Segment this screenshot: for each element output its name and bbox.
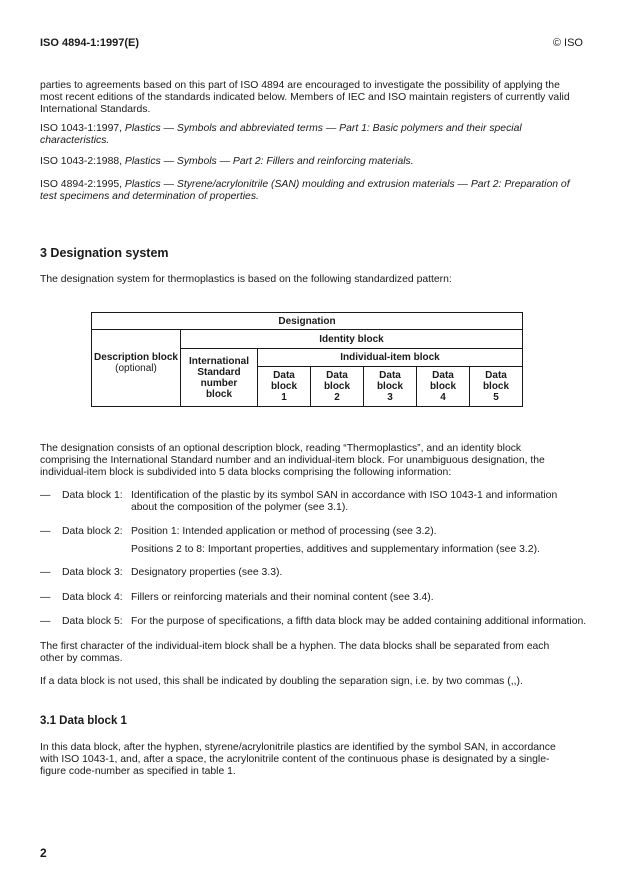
block-label: block (205, 388, 233, 400)
description-block-label: Description block (94, 352, 178, 363)
reference-number: ISO 4894-2:1995, (40, 179, 123, 190)
block-label: block (482, 381, 510, 392)
paragraph-line: with ISO 1043-1, and, after a space, the acrylonitrile content of the continuous phase is designated by a single- (40, 754, 550, 765)
data-label: Data (485, 370, 507, 381)
designation-table (91, 312, 523, 407)
commas-paragraph: If a data block is not used, this shall be indicated by doubling the separation sign, i.e. by two commas (,,). (40, 676, 523, 687)
copyright-notice: © ISO (552, 37, 583, 49)
document-id: ISO 4894-1:1997(E) (40, 37, 140, 49)
intro-line: most recent editions of the standards indicated below. Members of IEC and ISO maintain registers of currently valid (40, 92, 570, 103)
designation-header: Designation (92, 313, 523, 330)
number-label: number (200, 377, 238, 389)
paragraph-line: figure code-number as specified in table 1. (40, 766, 236, 777)
reference-title: Plastics — Styrene/acrylonitrile (SAN) moulding and extrusion materials — Part 2: Preparation of (124, 179, 570, 190)
list-dash: — (40, 567, 51, 578)
section-3-1-heading: 3.1 Data block 1 (40, 715, 127, 727)
data-label: Data (379, 370, 401, 381)
paragraph-line: individual-item block is subdivided into 5 data blocks comprising the following information: (40, 467, 452, 478)
paragraph-line: other by commas. (40, 653, 123, 664)
block-label: block (429, 381, 457, 392)
list-dash: — (40, 592, 51, 603)
data-block-2-cell (311, 367, 364, 407)
reference-number: ISO 1043-2:1988, (40, 156, 123, 167)
list-text-line: about the composition of the polymer (see 3.1). (131, 502, 349, 513)
reference-iso-4894-2 (40, 179, 574, 203)
block-number: 3 (387, 392, 393, 403)
individual-item-block-header: Individual-item block (258, 349, 523, 367)
list-dash: — (40, 526, 51, 537)
reference-title: Plastics — Symbols — Part 2: Fillers and reinforcing materials. (124, 156, 414, 167)
block-number: 1 (281, 392, 287, 403)
list-item-data-block-5 (40, 616, 587, 629)
list-text (131, 490, 574, 514)
list-text-line: Position 1: Intended application or method of processing (see 3.2). (131, 526, 437, 537)
list-text (131, 526, 574, 556)
list-dash: — (40, 616, 51, 627)
reference-number: ISO 1043-1:1997, (40, 123, 123, 134)
list-label: Data block 3: (62, 567, 123, 578)
intro-line: parties to agreements based on this part of ISO 4894 are encouraged to investigate the possibility of applying the (40, 80, 560, 91)
data-block-5-cell (470, 367, 523, 407)
paragraph-line: The designation consists of an optional description block, reading “Thermoplastics”, and an identity block (40, 443, 522, 454)
page-number: 2 (40, 846, 47, 860)
reference-iso-1043-2 (40, 156, 574, 168)
block-number: 5 (493, 392, 499, 403)
list-text-line: Positions 2 to 8: Important properties, additives and supplementary information (see 3.2). (131, 544, 540, 555)
data-block-3-cell (364, 367, 417, 407)
list-label: Data block 2: (62, 526, 123, 537)
block-label: block (270, 381, 298, 392)
reference-title: Plastics — Symbols and abbreviated terms — Part 1: Basic polymers and their special (124, 123, 522, 134)
data-label: Data (326, 370, 348, 381)
optional-label: (optional) (115, 363, 157, 374)
intro-line: International Standards. (40, 104, 151, 115)
list-text: Fillers or reinforcing materials and their nominal content (see 3.4). (131, 592, 434, 603)
block-label: block (376, 381, 404, 392)
international-standard-number-block (181, 349, 258, 407)
description-block-cell (92, 330, 181, 407)
list-item-data-block-3 (40, 567, 574, 580)
data-label: Data (273, 370, 295, 381)
paragraph-line: The first character of the individual-item block shall be a hyphen. The data blocks shall be separated from each (40, 641, 550, 652)
section-3-intro: The designation system for thermoplastics is based on the following standardized pattern: (40, 274, 452, 285)
paragraph-line: In this data block, after the hyphen, styrene/acrylonitrile plastics are identified by the symbol SAN, in accordance (40, 742, 556, 753)
data-block-4-cell (417, 367, 470, 407)
paragraph-line: comprising the International Standard number and an individual-item block. For unambiguous designation, the (40, 455, 545, 466)
data-label: Data (432, 370, 454, 381)
reference-iso-1043-1 (40, 123, 574, 147)
designation-description-paragraph (40, 443, 574, 479)
intro-paragraph (40, 80, 574, 116)
list-text-line: Identification of the plastic by its symbol SAN in accordance with ISO 1043-1 and information (131, 490, 558, 501)
block-number: 2 (334, 392, 340, 403)
list-text: Designatory properties (see 3.3). (131, 567, 283, 578)
international-label: International (188, 355, 249, 367)
block-number: 4 (440, 392, 446, 403)
reference-title: characteristics. (40, 135, 110, 146)
section-3-heading: 3 Designation system (40, 246, 169, 260)
list-label: Data block 5: (62, 616, 123, 627)
identity-block-header: Identity block (181, 330, 523, 349)
hyphen-paragraph (40, 641, 574, 665)
reference-title: test specimens and determination of properties. (40, 191, 259, 202)
list-dash: — (40, 490, 51, 501)
list-item-data-block-2 (40, 526, 574, 556)
data-block-1-cell (258, 367, 311, 407)
standard-label: Standard (197, 366, 241, 378)
list-text: For the purpose of specifications, a fifth data block may be added containing additional information. (131, 616, 587, 627)
list-label: Data block 4: (62, 592, 123, 603)
list-label: Data block 1: (62, 490, 123, 501)
block-label: block (323, 381, 351, 392)
list-item-data-block-4 (40, 592, 574, 605)
section-3-1-paragraph (40, 742, 574, 778)
list-item-data-block-1 (40, 490, 574, 516)
